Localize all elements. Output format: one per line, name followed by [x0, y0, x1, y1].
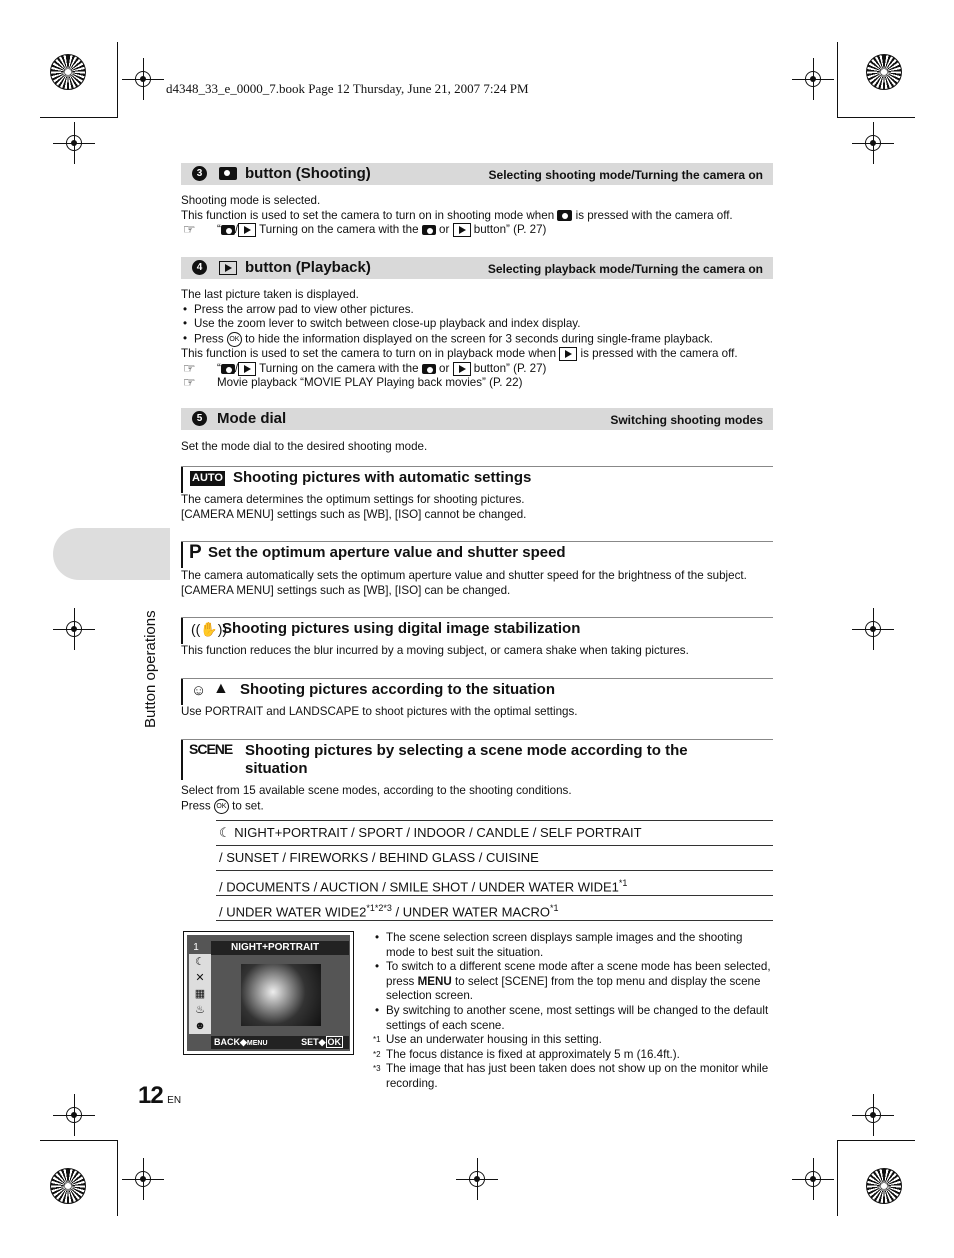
subsection-scene	[181, 739, 773, 780]
reference-line: ☞ “ / Turning on the camera with the or button” (P. 27)	[181, 223, 781, 238]
lcd-mode-name: NIGHT+PORTRAIT	[231, 942, 320, 953]
scene-body	[181, 784, 572, 814]
crosshair-icon	[53, 1094, 95, 1136]
playback-icon	[453, 223, 471, 237]
subsection-title: Set the optimum aperture value and shutter speed	[208, 544, 566, 561]
footnote	[373, 1048, 773, 1063]
subsection-auto	[181, 466, 773, 493]
text: to set.	[232, 799, 264, 813]
text: / DOCUMENTS / AUCTION / SMILE SHOT / UNDER WATER WIDE1	[219, 879, 619, 895]
lcd-menu-label: MENU	[246, 1040, 268, 1047]
text: This function is used to set the camera to turn on in shooting mode when	[181, 208, 555, 222]
crosshair-icon	[122, 1158, 164, 1200]
crosshair-icon	[53, 608, 95, 650]
text: button” (P. 27)	[473, 361, 547, 375]
camera-icon	[221, 225, 235, 235]
section-title: button (Shooting)	[245, 165, 371, 182]
section-number: 3	[192, 166, 207, 181]
shooting-line-1: Shooting mode is selected.	[181, 194, 321, 207]
scene-mode-table	[216, 820, 773, 921]
crop-mark	[40, 117, 118, 118]
section-subtitle: Selecting shooting mode/Turning the camera on	[488, 168, 763, 182]
auto-mode-icon: AUTO	[192, 472, 223, 484]
lcd-ok-label: OK	[327, 1037, 341, 1047]
footnote-ref: *1*2*3	[366, 903, 392, 913]
lcd-sample-image	[241, 964, 321, 1026]
lcd-bottom-bar: BACK◆MENU SET◆ OK	[211, 1036, 349, 1049]
registration-wheel-icon	[50, 54, 86, 90]
footnote-ref: *1	[618, 878, 628, 888]
table-row	[216, 846, 773, 871]
print-header: d4348_33_e_0000_7.book Page 12 Thursday, June 21, 2007 7:24 PM	[166, 81, 529, 96]
auto-body	[181, 493, 526, 522]
lcd-set-label: SET	[301, 1037, 319, 1047]
text: to hide the information displayed on the screen for 3 seconds during single-frame playback.	[245, 332, 713, 346]
crosshair-icon	[456, 1158, 498, 1200]
mode-dial-body: Set the mode dial to the desired shooting mode.	[181, 440, 428, 453]
table-row	[216, 871, 773, 896]
scene-notes	[373, 931, 773, 1092]
text: NIGHT+PORTRAIT / SPORT / INDOOR / CANDLE / SELF PORTRAIT	[234, 825, 642, 840]
subsection-title	[245, 742, 688, 778]
list-item: • By switching to another scene, most settings will be changed to the default settings of each scene.	[373, 1004, 773, 1033]
side-tab	[53, 528, 170, 580]
text: The focus distance is fixed at approximately 5 m (16.4ft.).	[386, 1047, 680, 1061]
list-item: • The scene selection screen displays sample images and the shooting mode to best suit the situation.	[373, 931, 773, 960]
registration-wheel-icon	[866, 1168, 902, 1204]
text: Shooting pictures by selecting a scene mode according to the	[245, 742, 688, 759]
section-number: 4	[192, 260, 207, 275]
subsection-title: Shooting pictures according to the situation	[240, 681, 556, 698]
footnote-mark: *2	[373, 1049, 381, 1059]
text: to select [SCENE] from the top menu and display the scene selection screen.	[386, 974, 761, 1003]
landscape-icon: ▲	[213, 680, 229, 697]
lcd-index: 1	[193, 942, 199, 953]
program-body	[181, 569, 747, 598]
playback-icon	[238, 223, 256, 237]
section-number: 5	[192, 411, 207, 426]
registration-wheel-icon	[866, 54, 902, 90]
shooting-line-2	[181, 209, 781, 224]
text: or	[439, 361, 450, 375]
text: “	[217, 223, 221, 237]
subsection-situation	[181, 678, 773, 705]
table-row	[216, 820, 773, 846]
page-language: EN	[167, 1095, 182, 1106]
footnote-mark: *3	[373, 1064, 381, 1074]
section-header-playback	[181, 257, 773, 279]
playback-line-2	[181, 347, 781, 362]
text: Press	[181, 799, 211, 813]
subsection-stabilization	[181, 617, 773, 644]
stabilization-hand-icon: ((✋))	[191, 621, 228, 637]
text: Press	[194, 332, 224, 346]
text: “	[217, 361, 221, 375]
crosshair-icon	[792, 1158, 834, 1200]
crop-mark	[837, 1140, 915, 1141]
stabilization-body: This function reduces the blur incurred by a moving subject, or camera shake when taking pictures.	[181, 644, 689, 657]
page-number-value: 12	[138, 1082, 163, 1109]
program-mode-icon: P	[189, 542, 202, 563]
night-portrait-icon: ☾	[219, 825, 231, 840]
playback-body	[181, 288, 781, 391]
camera-icon	[422, 225, 436, 235]
playback-icon	[453, 362, 471, 376]
ok-button-icon: OK	[214, 799, 229, 814]
text: Turning on the camera with the	[259, 223, 419, 237]
list-item: • Use the zoom lever to switch between close-up playback and index display.	[181, 317, 781, 332]
side-tab-label: Button operations	[142, 610, 159, 728]
crosshair-icon	[792, 58, 834, 100]
subsection-program	[181, 541, 773, 568]
text: button” (P. 27)	[473, 223, 547, 237]
playback-icon	[219, 261, 237, 275]
lcd-icon-column: ☾ ✕ ▦ ♨ ☻	[189, 954, 211, 1034]
text: Turning on the camera with the	[259, 361, 419, 375]
scene-mode-icon: SCENE	[189, 741, 233, 757]
text: [CAMERA MENU] settings such as [WB], [ISO] cannot be changed.	[181, 507, 527, 521]
crop-mark	[40, 1140, 118, 1141]
text: / SUNSET / FIREWORKS / BEHIND GLASS / CUISINE	[219, 850, 539, 865]
footnote-ref: *1	[550, 903, 559, 913]
text: The camera automatically sets the optimum aperture value and shutter speed for the brightness of the subject.	[181, 569, 747, 582]
section-title: button (Playback)	[245, 259, 371, 276]
camera-icon	[221, 364, 235, 374]
lcd-screen-illustration	[183, 931, 354, 1055]
lcd-title-bar	[193, 941, 349, 955]
camera-icon	[557, 210, 572, 221]
shooting-body	[181, 194, 781, 238]
text: / UNDER WATER MACRO	[391, 904, 551, 920]
footnote	[373, 1033, 773, 1048]
list-item	[373, 960, 773, 1004]
ok-button-icon: OK	[227, 332, 242, 347]
text: is pressed with the camera off.	[580, 347, 738, 360]
text: / UNDER WATER WIDE2	[219, 904, 367, 920]
text: To switch to a different scene mode after a scene mode has been selected, press	[386, 960, 771, 988]
crosshair-icon	[53, 122, 95, 164]
page-number	[138, 1082, 181, 1110]
crop-mark	[117, 1140, 118, 1216]
menu-button-label: MENU	[417, 974, 452, 988]
section-header-mode-dial	[181, 408, 773, 430]
reference-line: ☞ Movie playback “MOVIE PLAY Playing back movies” (P. 22)	[181, 376, 781, 391]
section-subtitle: Selecting playback mode/Turning the camera on	[487, 262, 763, 276]
subsection-title: Shooting pictures using digital image stabilization	[222, 620, 581, 637]
crosshair-icon	[852, 1094, 894, 1136]
section-title: Mode dial	[217, 410, 287, 427]
crosshair-icon	[122, 58, 164, 100]
crosshair-icon	[852, 608, 894, 650]
portrait-icon: ☺	[191, 682, 207, 699]
lcd-back-label: BACK	[214, 1037, 240, 1047]
text: Select from 15 available scene modes, according to the shooting conditions.	[181, 784, 572, 797]
playback-icon	[238, 362, 256, 376]
list-item: • Press the arrow pad to view other pictures.	[181, 303, 781, 318]
playback-icon	[559, 347, 577, 361]
subsection-title: Shooting pictures with automatic settings	[233, 469, 532, 486]
text: or	[439, 223, 450, 237]
text: The image that has just been taken does not show up on the monitor while recording.	[386, 1062, 769, 1090]
list-item	[181, 332, 781, 347]
text: [CAMERA MENU] settings such as [WB], [ISO] can be changed.	[181, 583, 511, 597]
camera-icon	[422, 364, 436, 374]
reference-line: ☞ “ / Turning on the camera with the or button” (P. 27)	[181, 362, 781, 377]
crop-mark	[117, 42, 118, 118]
table-row	[216, 896, 773, 921]
section-subtitle: Switching shooting modes	[610, 413, 763, 427]
text: This function is used to set the camera to turn on in playback mode when	[181, 347, 557, 360]
crop-mark	[837, 42, 838, 118]
registration-wheel-icon	[50, 1168, 86, 1204]
crop-mark	[837, 117, 915, 118]
text: Use an underwater housing in this setting.	[386, 1033, 602, 1047]
camera-icon	[219, 167, 237, 180]
text: The camera determines the optimum settings for shooting pictures.	[181, 493, 525, 506]
crop-mark	[837, 1140, 838, 1216]
playback-line-1: The last picture taken is displayed.	[181, 288, 359, 301]
crosshair-icon	[852, 122, 894, 164]
text: is pressed with the camera off.	[575, 208, 733, 222]
footnote	[373, 1062, 773, 1091]
situation-body: Use PORTRAIT and LANDSCAPE to shoot pictures with the optimal settings.	[181, 705, 578, 718]
footnote-mark: *1	[373, 1035, 381, 1045]
text: situation	[245, 760, 308, 777]
section-header-shooting	[181, 163, 773, 185]
